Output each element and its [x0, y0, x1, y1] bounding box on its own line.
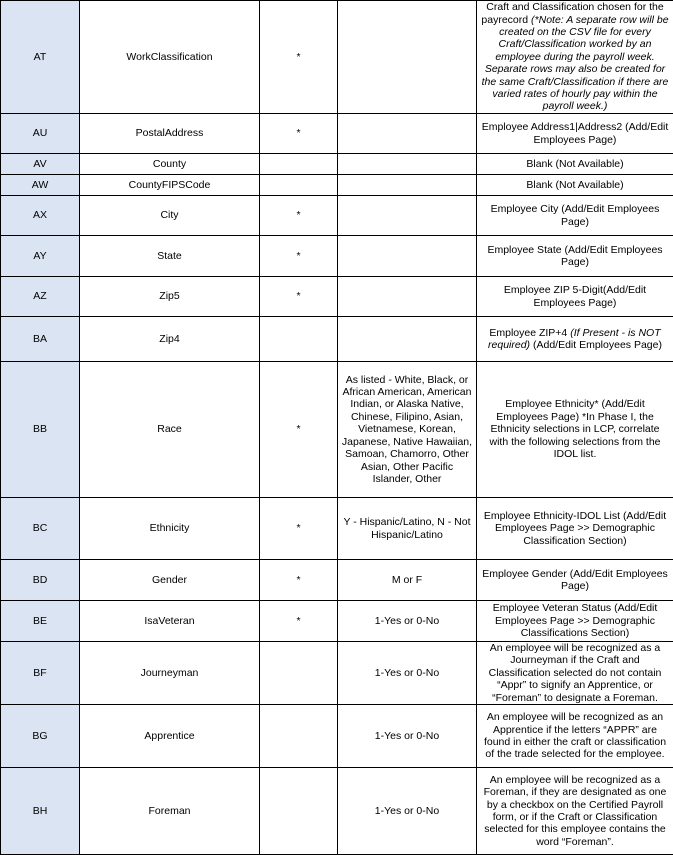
field-name-cell: CountyFIPSCode — [80, 175, 260, 196]
description-cell — [477, 175, 673, 196]
description-cell — [477, 601, 673, 642]
description-text: Employee Veteran Status (Add/Edit Employees Page >> Demographic Classifications Section) — [492, 602, 658, 640]
allowed-values-cell: M or F — [338, 560, 477, 601]
description-text: Blank (Not Available) — [526, 178, 624, 191]
required-marker-cell: * — [260, 362, 338, 498]
required-marker-cell: * — [260, 560, 338, 601]
table-body — [1, 1, 673, 855]
description-text: Blank (Not Available) — [526, 157, 624, 170]
required-marker-cell: * — [260, 277, 338, 317]
description-note: (*Note: A separate row will be created on the CSV file for every Craft/Classification worked by an employee during the payroll week. Separate rows may also be created for the same Craft/Classification if there are varied rates of hourly pay within the payroll week.) — [481, 13, 669, 113]
table-row — [1, 1, 673, 114]
description-text: Employee Ethnicity-IDOL List (Add/Edit Employees Page >> Demographic Classification Section) — [483, 509, 667, 547]
required-marker-cell — [260, 317, 338, 362]
required-marker-cell — [260, 705, 338, 768]
field-name-cell: Foreman — [80, 768, 260, 855]
description-text: An employee will be recognized as a Foreman, if they are designated as one by a checkbox on the Certified Payroll form, or if the Craft or Classification selected for this employee contains the word “Foreman”. — [483, 773, 667, 848]
row-code-cell: AX — [1, 196, 80, 236]
description-text: Employee ZIP 5-Digit(Add/Edit Employees Page) — [503, 284, 647, 309]
required-marker-cell: * — [260, 196, 338, 236]
table-row — [1, 642, 673, 705]
allowed-values-cell — [338, 277, 477, 317]
table-row — [1, 705, 673, 768]
description-cell — [477, 642, 673, 705]
allowed-values-cell: 1-Yes or 0-No — [338, 768, 477, 855]
description-text: Employee ZIP+4 — [489, 326, 571, 339]
required-marker-cell — [260, 768, 338, 855]
allowed-values-cell: 1-Yes or 0-No — [338, 601, 477, 642]
required-marker-cell: * — [260, 498, 338, 560]
table-row — [1, 560, 673, 601]
description-text: Employee State (Add/Edit Employees Page) — [487, 243, 663, 268]
field-name-cell: PostalAddress — [80, 114, 260, 154]
table-row — [1, 317, 673, 362]
table-row — [1, 114, 673, 154]
required-marker-cell: * — [260, 1, 338, 114]
description-cell — [477, 560, 673, 601]
row-code-cell: BD — [1, 560, 80, 601]
required-marker-cell — [260, 175, 338, 196]
description-cell — [477, 768, 673, 855]
description-text: Employee Address1|Address2 (Add/Edit Employees Page) — [481, 121, 669, 146]
row-code-cell: AY — [1, 236, 80, 277]
allowed-values-cell — [338, 114, 477, 154]
row-code-cell: BE — [1, 601, 80, 642]
description-cell — [477, 236, 673, 277]
field-name-cell: Race — [80, 362, 260, 498]
description-text: An employee will be recognized as a Journeyman if the Craft and Classification selected do not contain “Appr” to signify an Apprentice, or “Foreman” to designate a Foreman. — [488, 642, 662, 704]
field-name-cell: State — [80, 236, 260, 277]
description-cell — [477, 154, 673, 175]
description-text: Employee Ethnicity* (Add/Edit Employees Page) *In Phase I, the Ethnicity selections in LCP, correlate with the following selections from the IDOL list. — [489, 398, 661, 461]
required-marker-cell: * — [260, 114, 338, 154]
row-code-cell: AV — [1, 154, 80, 175]
allowed-values-cell — [338, 175, 477, 196]
table-row — [1, 362, 673, 498]
field-name-cell: Zip5 — [80, 277, 260, 317]
description-cell — [477, 196, 673, 236]
row-code-cell: BC — [1, 498, 80, 560]
row-code-cell: BF — [1, 642, 80, 705]
field-name-cell: IsaVeteran — [80, 601, 260, 642]
required-marker-cell — [260, 642, 338, 705]
field-name-cell: Journeyman — [80, 642, 260, 705]
allowed-values-cell: As listed - White, Black, or African American, American Indian, or Alaska Native, Chinese, Filipino, Asian, Vietnamese, Korean, Japanese, Native Hawaiian, Samoan, Chamorro, Other Asian, Other Pacific Islander, Other — [338, 362, 477, 498]
required-marker-cell: * — [260, 601, 338, 642]
table-row — [1, 236, 673, 277]
table-row — [1, 154, 673, 175]
description-text: (Add/Edit Employees Page) — [530, 339, 662, 351]
allowed-values-cell: 1-Yes or 0-No — [338, 642, 477, 705]
table-row — [1, 175, 673, 196]
row-code-cell: BA — [1, 317, 80, 362]
field-name-cell: Apprentice — [80, 705, 260, 768]
field-name-cell: WorkClassification — [80, 1, 260, 114]
row-code-cell: AT — [1, 1, 80, 114]
table-row — [1, 277, 673, 317]
field-name-cell: County — [80, 154, 260, 175]
description-cell — [477, 114, 673, 154]
description-text: Employee City (Add/Edit Employees Page) — [490, 203, 660, 228]
description-cell — [477, 705, 673, 768]
description-text: An employee will be recognized as an Apprentice if the letters “APPR” are found in either the craft or classification of the trade selected for the employee. — [483, 711, 667, 761]
description-text: Craft and Classification chosen for the payrecord — [481, 1, 664, 26]
description-cell — [477, 498, 673, 560]
table-row — [1, 498, 673, 560]
row-code-cell: BG — [1, 705, 80, 768]
description-cell — [477, 362, 673, 498]
table-row — [1, 601, 673, 642]
allowed-values-cell — [338, 154, 477, 175]
description-text: Employee Gender (Add/Edit Employees Page) — [482, 567, 668, 592]
field-name-cell: Gender — [80, 560, 260, 601]
required-marker-cell — [260, 154, 338, 175]
field-name-cell: City — [80, 196, 260, 236]
description-cell — [477, 317, 673, 362]
allowed-values-cell — [338, 1, 477, 114]
description-cell — [477, 277, 673, 317]
row-code-cell: BB — [1, 362, 80, 498]
allowed-values-cell: 1-Yes or 0-No — [338, 705, 477, 768]
row-code-cell: AU — [1, 114, 80, 154]
description-cell — [477, 1, 673, 114]
allowed-values-cell — [338, 317, 477, 362]
table-row — [1, 196, 673, 236]
field-name-cell: Zip4 — [80, 317, 260, 362]
allowed-values-cell: Y - Hispanic/Latino, N - Not Hispanic/Latino — [338, 498, 477, 560]
table-row — [1, 768, 673, 855]
allowed-values-cell — [338, 236, 477, 277]
row-code-cell: AZ — [1, 277, 80, 317]
allowed-values-cell — [338, 196, 477, 236]
row-code-cell: BH — [1, 768, 80, 855]
required-marker-cell: * — [260, 236, 338, 277]
field-name-cell: Ethnicity — [80, 498, 260, 560]
row-code-cell: AW — [1, 175, 80, 196]
description-note: (If Present - is NOT required) — [488, 326, 661, 351]
